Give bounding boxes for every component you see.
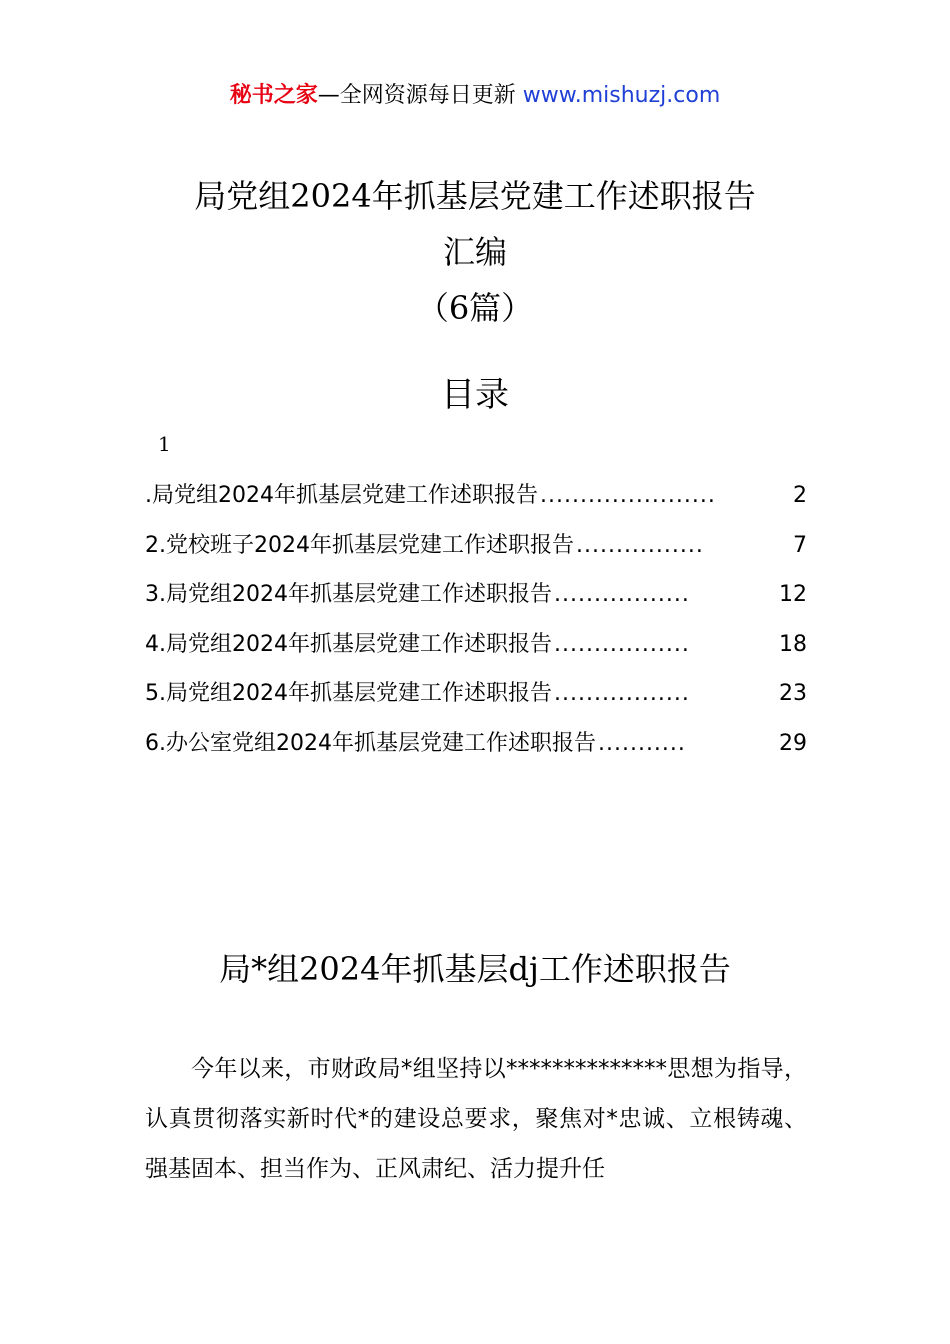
- toc-item-leader: .................: [553, 582, 690, 607]
- toc-item-text: 3.局党组2024年抓基层党建工作述职报告: [145, 582, 552, 607]
- toc-item-text: .局党组2024年抓基层党建工作述职报告: [145, 483, 538, 508]
- toc-item-page: 2: [793, 483, 807, 508]
- toc-item-page: 7: [793, 532, 807, 558]
- toc-item-text: 2.党校班子2024年抓基层党建工作述职报告: [145, 532, 574, 558]
- toc-item[interactable]: [145, 674, 807, 724]
- toc-item[interactable]: [145, 526, 807, 576]
- toc-item-page: 23: [779, 681, 807, 706]
- title-line-2: 汇编: [442, 233, 507, 271]
- toc-item-leader: ...........: [597, 730, 686, 756]
- toc-item-leader: .................: [553, 681, 690, 706]
- site-url-link[interactable]: www.mishuzj.com: [522, 83, 721, 108]
- toc-item-page: 18: [779, 631, 807, 657]
- toc-item-leader: ......................: [539, 483, 716, 508]
- toc-item-leader: ................: [575, 532, 704, 558]
- document-title: [0, 168, 950, 336]
- toc-item-text: 5.局党组2024年抓基层党建工作述职报告: [145, 681, 552, 706]
- section-title: 局*组2024年抓基层dj工作述职报告: [219, 950, 731, 988]
- toc-item-page: 29: [779, 730, 807, 756]
- toc-item-leader: .................: [553, 631, 690, 657]
- toc-item[interactable]: [145, 476, 807, 526]
- toc-item-page: 12: [779, 582, 807, 607]
- toc-heading: 目录: [441, 375, 509, 415]
- table-of-contents: [145, 476, 807, 773]
- toc-item-text: 4.局党组2024年抓基层党建工作述职报告: [145, 631, 552, 657]
- toc-item-text: 6.办公室党组2024年抓基层党建工作述职报告: [145, 730, 596, 756]
- title-line-1: 局党组2024年抓基层党建工作述职报告: [194, 177, 756, 215]
- body-paragraph: 今年以来，市财政局*组坚持以**************思想为指导，认真贯彻落实新时代*的建设总要求，聚焦对*忠诚、立根铸魂、强基固本、担当作为、正风肃纪、活力提升任: [145, 1056, 807, 1182]
- title-line-3: （6篇）: [416, 289, 534, 327]
- toc-item[interactable]: [145, 724, 807, 774]
- toc-item[interactable]: [145, 625, 807, 675]
- site-brand: 秘书之家: [229, 83, 318, 108]
- toc-stray-number: 1: [158, 432, 171, 456]
- site-header: [0, 80, 950, 112]
- toc-item[interactable]: [145, 575, 807, 625]
- site-tagline: —全网资源每日更新: [317, 83, 516, 108]
